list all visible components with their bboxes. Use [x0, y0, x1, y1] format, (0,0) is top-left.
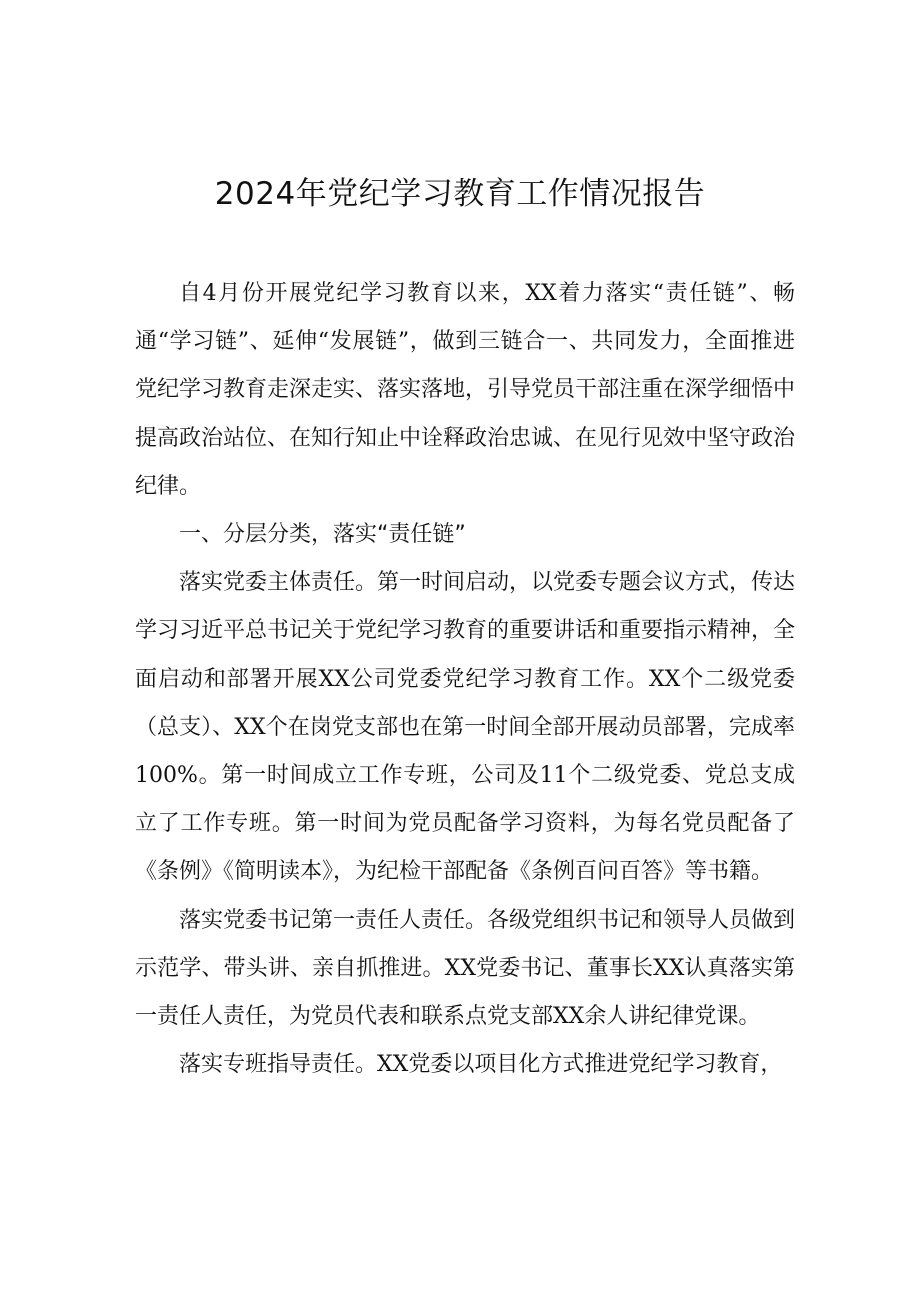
document-title: 2024年党纪学习教育工作情况报告	[214, 176, 706, 212]
section-heading: 一、分层分类，落实“责任链”	[179, 522, 466, 548]
intro-paragraph: 自4月份开展党纪学习教育以来，XX着力落实“责任链”、畅通“学习链”、延伸“发展链”，做到三链合一、共同发力，全面推进党纪学习教育走深走实、落实落地，引导党员干部注重在深学细悟中提高政治站位、在知行知止中诠释政治忠诚、在见行见效中坚守政治纪律。	[135, 281, 796, 499]
document-body	[135, 270, 795, 1089]
body-paragraph: 落实党委主体责任。第一时间启动，以党委专题会议方式，传达学习习近平总书记关于党纪学习教育的重要讲话和重要指示精神，全面启动和部署开展XX公司党委党纪学习教育工作。XX个二级党委（总支）、XX个在岗党支部也在第一时间全部开展动员部署，完成率100%。第一时间成立工作专班，公司及11个二级党委、党总支成立了工作专班。第一时间为党员配备学习资料，为每名党员配备了《条例》《简明读本》，为纪检干部配备《条例百问百答》等书籍。	[135, 570, 796, 885]
body-paragraph: 落实党委书记第一责任人责任。各级党组织书记和领导人员做到示范学、带头讲、亲自抓推进。XX党委书记、董事长XX认真落实第一责任人责任，为党员代表和联系点党支部XX余人讲纪律党课。	[135, 907, 796, 1030]
body-paragraph: 落实专班指导责任。XX党委以项目化方式推进党纪学习教育，	[179, 1052, 783, 1078]
